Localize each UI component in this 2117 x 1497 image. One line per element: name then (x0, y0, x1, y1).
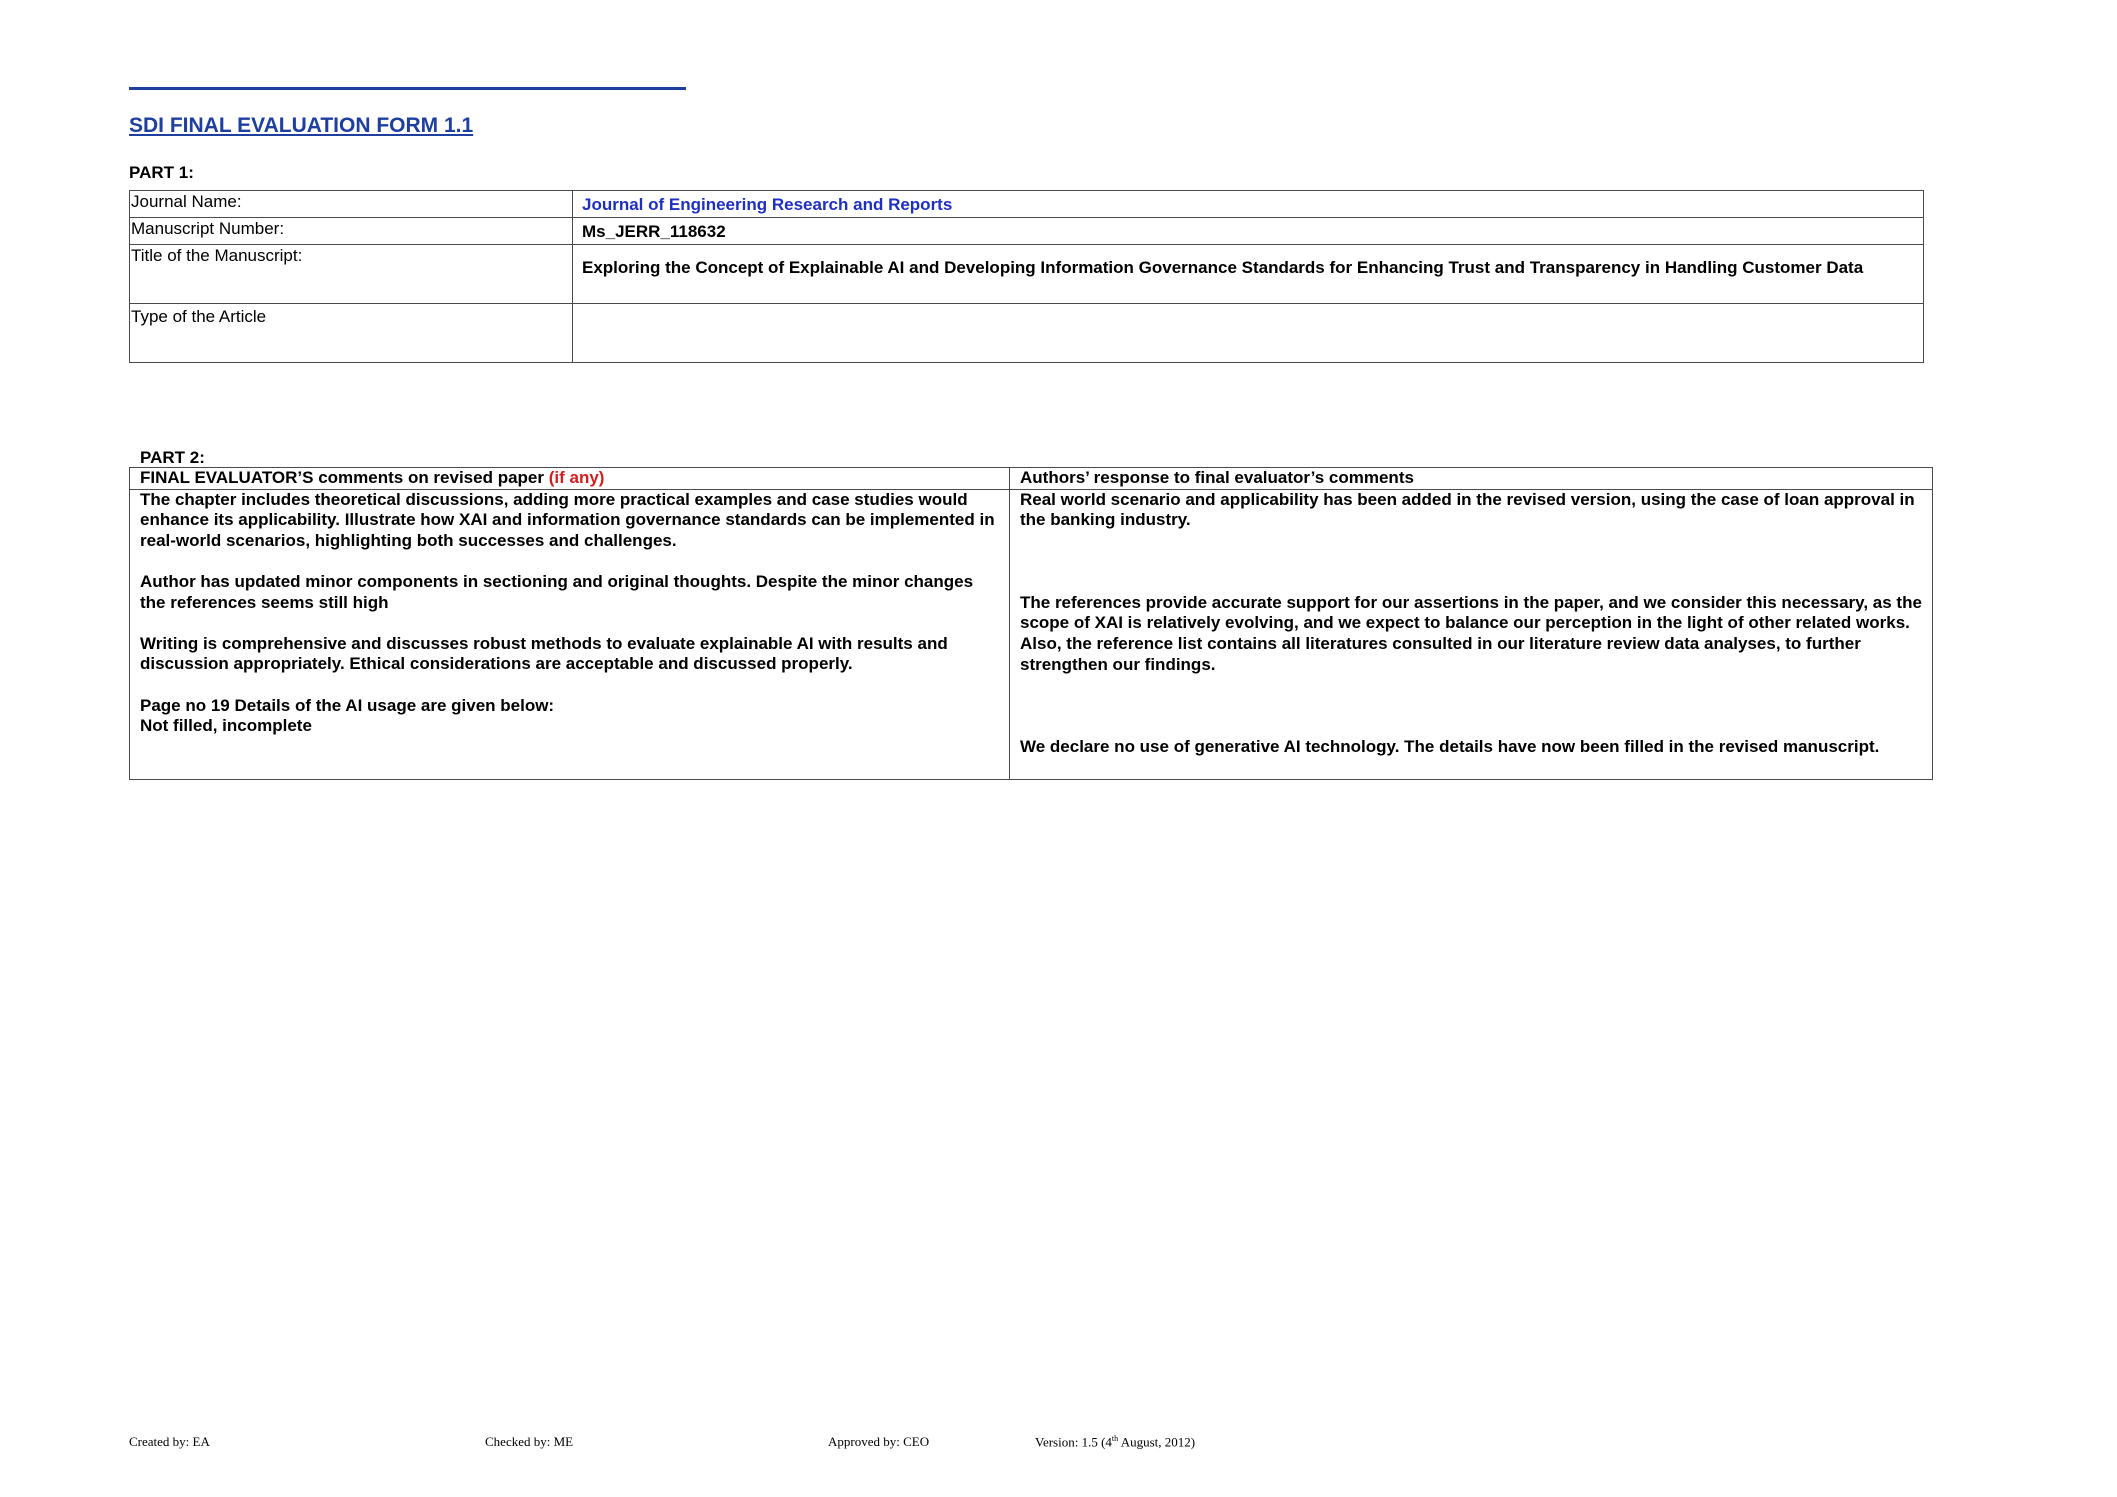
evaluator-comment-2: Author has updated minor components in sectioning and original thoughts. Despite the minor changes the references seems still high (140, 571, 974, 612)
author-response-2: The references provide accurate support for our assertions in the paper, and we consider this necessary, as the scope of XAI is relatively evolving, and we expect to balance our perception in the light of other related works. Also, the reference list contains all literatures consulted in our literature review data analyses, to further strengthen our findings. (1020, 592, 1922, 674)
manuscript-title-value: Exploring the Concept of Explainable AI and Developing Information Governance Standards for Enhancing Trust and Transparency in Handling Customer Data (573, 245, 1924, 304)
article-type-value (573, 304, 1924, 363)
table-row (130, 304, 1924, 363)
manuscript-number-label: Manuscript Number: (130, 218, 573, 245)
table-header-row (130, 468, 1933, 490)
comments-table (129, 467, 1933, 780)
title-rule (129, 87, 686, 90)
table-row (130, 218, 1924, 245)
evaluator-comment-5: Not filled, incomplete (140, 716, 312, 736)
article-type-label: Type of the Article (130, 304, 573, 363)
evaluator-comments-header (130, 468, 1010, 490)
journal-name-label: Journal Name: (130, 191, 573, 218)
author-response-header: Authors’ response to final evaluator’s comments (1010, 468, 1933, 490)
footer-version-sup: th (1111, 1434, 1119, 1443)
table-row (130, 489, 1933, 779)
evaluator-comments-cell (130, 489, 1010, 779)
manuscript-title-label: Title of the Manuscript: (130, 245, 573, 304)
author-response-cell (1010, 489, 1933, 779)
part2-label: PART 2: (140, 448, 205, 467)
journal-name-value (573, 191, 1924, 218)
part1-label: PART 1: (129, 163, 194, 182)
evaluator-comment-4: Page no 19 Details of the AI usage are given below: (140, 695, 555, 715)
if-any-note: (if any) (548, 468, 605, 487)
journal-name-text: Journal of Engineering Research and Reports (582, 195, 953, 214)
manuscript-number-value: Ms_JERR_118632 (573, 218, 1924, 245)
evaluator-comment-1: The chapter includes theoretical discussions, adding more practical examples and case studies would enhance its applicability. Illustrate how XAI and information governance standards can be implemented in real-world scenarios, highlighting both successes and challenges. (140, 489, 995, 550)
footer-version (1035, 1434, 1195, 1450)
table-row (130, 245, 1924, 304)
manuscript-info-table (129, 190, 1924, 363)
footer-checked-by: Checked by: ME (485, 1434, 574, 1449)
evaluator-comments-header-text: FINAL EVALUATOR’S comments on revised paper (140, 468, 549, 487)
footer-approved-by: Approved by: CEO (828, 1434, 930, 1449)
author-response-3: We declare no use of generative AI technology. The details have now been filled in the revised manuscript. (1020, 737, 1880, 757)
author-response-1: Real world scenario and applicability has been added in the revised version, using the case of loan approval in the banking industry. (1020, 489, 1915, 530)
footer-version-prefix: Version: 1.5 (4 (1035, 1434, 1112, 1450)
footer-created-by: Created by: EA (129, 1434, 210, 1449)
footer-version-suffix: August, 2012) (1118, 1434, 1196, 1450)
table-row (130, 191, 1924, 218)
evaluator-comment-3: Writing is comprehensive and discusses robust methods to evaluate explainable AI with results and discussion appropriately. Ethical considerations are acceptable and discussed properly. (140, 633, 948, 674)
form-title: SDI FINAL EVALUATION FORM 1.1 (129, 114, 474, 137)
